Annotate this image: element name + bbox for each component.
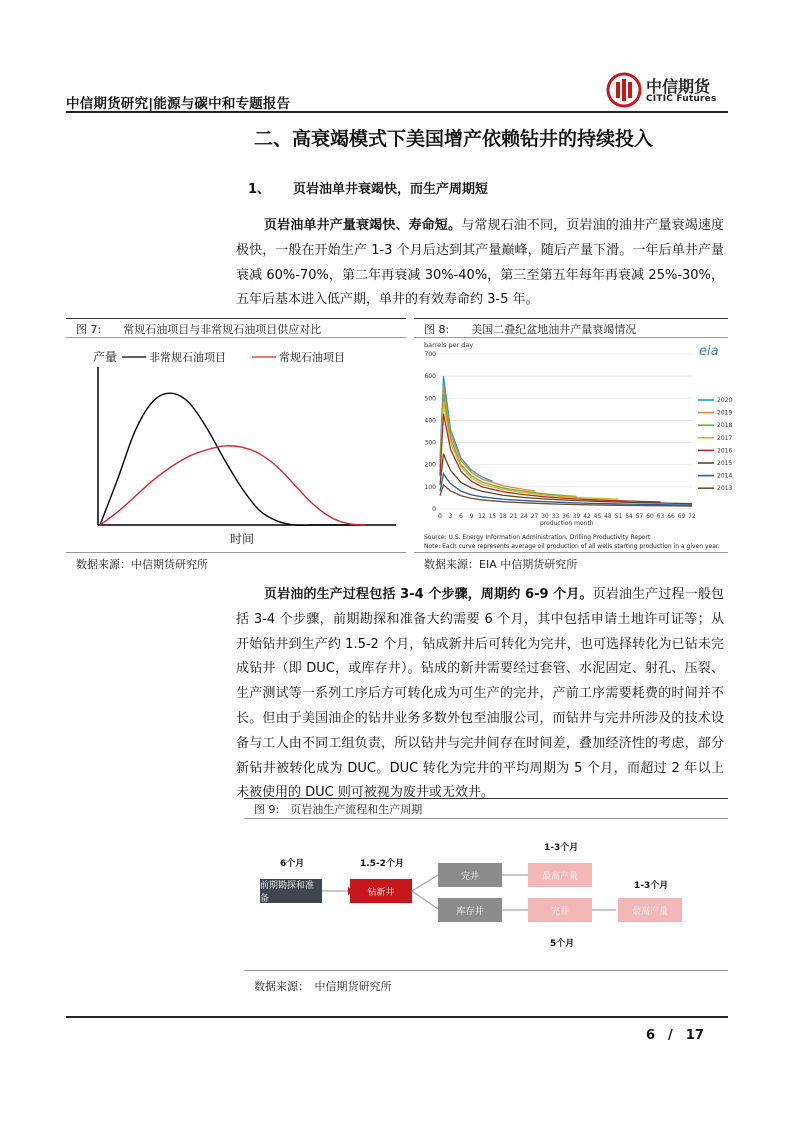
flow-box-drill: 钻新井 (350, 879, 412, 903)
figure8-x-tick-label: 54 (625, 514, 633, 520)
figure8-legend (698, 397, 732, 492)
subsection-title: 页岩油单井衰竭快，而生产周期短 (293, 182, 489, 197)
figure8-x-tick-label: 72 (688, 514, 696, 520)
figure8-x-tick-label: 57 (635, 514, 644, 520)
figure9-top-rule (244, 798, 728, 799)
figure8-top-rule (414, 318, 728, 319)
figure8-x-tick-label: 33 (551, 514, 560, 520)
figure8-source-note: Source: U.S. Energy Information Administration, Drilling Productivity Report (424, 534, 651, 541)
figure8-x-tick-label: 48 (604, 514, 612, 520)
figure8-x-tick-label: 45 (593, 514, 602, 520)
figure7-chart (66, 340, 406, 550)
figure8-caption: 图 8: 美国二叠纪盆地油井产量衰竭情况 (424, 323, 637, 336)
figure8-grid (440, 354, 692, 509)
figure8-x-tick-label: 0 (438, 514, 442, 520)
figure9-caption-rule (244, 818, 728, 819)
figure8-y-tick-label: 600 (424, 373, 436, 381)
paragraph-2-lead: 页岩油的生产过程包括 3-4 个步骤，周期约 6-9 个月。 (264, 587, 593, 602)
figure9-bottom-rule (244, 970, 728, 971)
figure8-x-tick-label: 42 (583, 514, 591, 520)
figure8-x-tick-label: 36 (562, 514, 570, 520)
figure7-bottom-rule (66, 552, 406, 553)
page-number: 6 / 17 (646, 1028, 704, 1043)
figure7-legend-label-1: 常规石油项目 (279, 351, 345, 364)
paragraph-1-body: 与常规石油不同，页岩油的油井产量衰竭速度极快，一般在开始生产 1-3 个月后达到其产量巅峰，随后产量下滑。一年后单井产量衰减 60%-70%，第二年再衰减 30%-40%，第三至第五年每年再衰减 25%-30%，五年后基本进入低产期，单井的有效寿命约 3-5 年。 (236, 218, 724, 308)
figure8-y-tick-label: 400 (424, 417, 436, 425)
figure7-caption: 图 7: 常规石油项目与非常规石油项目供应对比 (76, 323, 322, 336)
logo-text-en: CITIC Futures (646, 94, 717, 104)
figure8-legend-label-2016: 2016 (717, 447, 733, 455)
figure8-legend-label-2015: 2015 (717, 460, 733, 467)
figure8-x-tick-label: 30 (541, 514, 549, 520)
flow-box-complete2: 完井 (528, 898, 592, 922)
paragraph-1-lead: 页岩油单井产量衰竭快、寿命短。 (264, 218, 462, 233)
figure8-y-tick-label: 200 (424, 461, 436, 469)
figure7-caption-rule (66, 337, 406, 338)
figure8-legend-label-2014: 2014 (717, 472, 733, 480)
flow-label-duc-time: 5个月 (550, 939, 575, 949)
flow-box-peak2: 最高产量 (618, 898, 682, 922)
figure8-legend-label-2017: 2017 (717, 434, 733, 442)
figure8-note: Note: Each curve represents average oil production of all wells starting production in a given year. (424, 543, 720, 550)
figure8-x-tick-label: 39 (572, 514, 581, 520)
figure8-legend-label-2020: 2020 (717, 397, 733, 404)
figure7-series-unconventional (100, 393, 366, 525)
figure8-x-tick-label: 18 (499, 514, 507, 520)
flow-box-inventory: 库存井 (438, 898, 502, 922)
logo-text-cn: 中信期货 (646, 77, 711, 96)
figure8-x-tick-label: 69 (677, 514, 686, 520)
figure9-caption: 图 9: 页岩油生产流程和生产周期 (254, 803, 423, 816)
figure8-bottom-rule (414, 552, 728, 553)
figure8-y-tick-label: 700 (424, 351, 436, 358)
figure8-source: 数据来源：EIA 中信期货研究所 (424, 558, 578, 571)
figure8-y-tick-label: 0 (432, 506, 436, 513)
figure8-x-tick-label: 60 (646, 514, 654, 520)
figure8-legend-label-2018: 2018 (717, 422, 733, 430)
paragraph-2 (236, 583, 724, 806)
figure8-x-tick-label: 12 (478, 514, 486, 520)
figure8-chart (414, 338, 733, 552)
flow-label-peak1-time: 1-3个月 (544, 843, 579, 853)
section-title: 二、高衰竭模式下美国增产依赖钻井的持续投入 (254, 128, 654, 150)
flow-box-prep: 前期勘探和准备 (260, 879, 322, 903)
flow-box-complete: 完井 (438, 863, 502, 887)
report-header-title: 中信期货研究|能源与碳中和专题报告 (66, 96, 291, 112)
figure8-x-tick-label: 9 (469, 514, 474, 520)
figure8-x-tick-label: 15 (488, 514, 497, 520)
figure9-flowchart (244, 820, 728, 968)
figure8-x-tick-label: 51 (614, 514, 623, 520)
figure7-legend-label-0: 非常规石油项目 (149, 351, 226, 364)
paragraph-2-body: 页岩油生产过程一般包括 3-4 个步骤，前期勘探和准备大约需要 6 个月，其中包括申请土地许可证等；从开始钻井到生产约 1.5-2 个月，钻成新井后可转化为完井，也可选择转化为已钻未完成钻井（即 DUC，或库存井）。钻成的新井需要经过套管、水泥固定、射孔、压裂、生产测试等一系列工序后方可转化成为可生产的完井，产前工序需要耗费的时间并不长。但由于美国油企的钻井业务多数外包至油服公司，而钻井与完井所涉及的技术设备与工人由不同工组负责，所以钻井与完井间存在时间差，叠加经济性的考虑，部分新钻井被转化成为 DUC。DUC 转化为完井的平均周期为 5 个月，而超过 2 年以上未被使用的 DUC 则可被视为废井或无效井。 (236, 587, 724, 801)
figure8-x-tick-label: 63 (656, 514, 665, 520)
subsection-number: 1、 (248, 182, 271, 197)
header-divider (66, 111, 728, 113)
figure9-source: 数据来源： 中信期货研究所 (254, 980, 392, 993)
flow-box-peak1: 最高产量 (528, 863, 592, 887)
figure8-x-tick-label: 66 (667, 514, 675, 520)
figure7-source: 数据来源：中信期货研究所 (76, 558, 208, 571)
eia-logo: eia (699, 344, 719, 359)
figure7-series-conventional (100, 446, 366, 525)
figure7-ylabel: 产量 (93, 350, 118, 364)
footer-divider (66, 1016, 728, 1018)
figure8-y-ticks (425, 351, 437, 513)
figure8-unit: barrels per day (424, 341, 474, 349)
figure8-legend-label-2019: 2019 (717, 409, 733, 417)
figure8-y-tick-label: 500 (424, 395, 436, 403)
figure8-x-tick-label: 3 (448, 514, 453, 520)
figure8-x-tick-label: 27 (530, 514, 539, 520)
paragraph-1 (236, 214, 724, 313)
figure8-x-tick-label: 21 (509, 514, 518, 520)
figure8-legend-label-2013: 2013 (717, 485, 733, 493)
citic-logo-icon (606, 72, 642, 108)
flow-label-peak2-time: 1-3个月 (634, 881, 669, 891)
figure7-top-rule (66, 318, 406, 319)
flow-label-drill-time: 1.5-2个月 (360, 859, 404, 869)
flow-label-prep-time: 6个月 (280, 859, 305, 869)
figure8-x-tick-label: 24 (520, 514, 528, 520)
figure8-y-tick-label: 300 (424, 439, 436, 447)
figure7-xlabel: 时间 (230, 532, 255, 546)
figure8-y-tick-label: 100 (424, 483, 436, 491)
figure8-x-tick-label: 6 (459, 514, 463, 520)
figure8-xlabel: production month (540, 520, 594, 527)
